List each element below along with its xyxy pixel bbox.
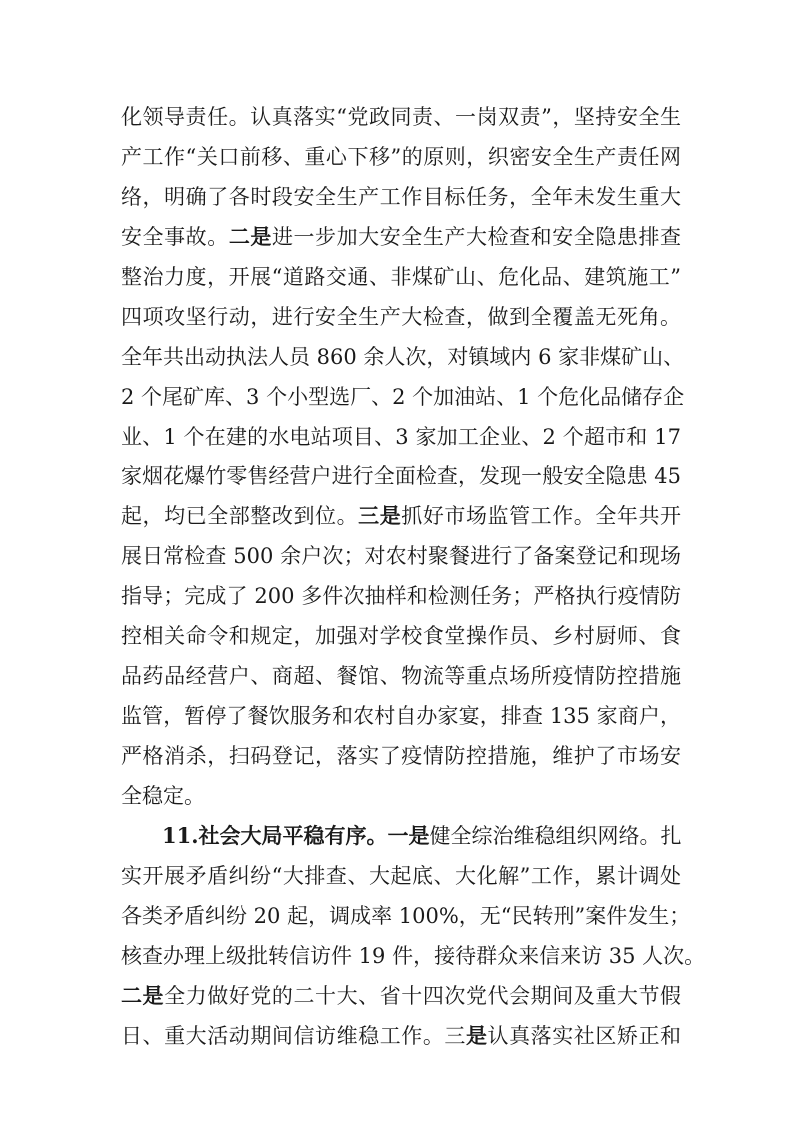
text-run: 全力做好党的二十大、省十四次党代会期间及重大节假 [164,984,682,1008]
text-run: 四项攻坚行动，进行安全生产大检查，做到全覆盖无死角。 [121,305,681,329]
text-line [121,576,681,616]
text-line [121,377,685,417]
text-run: 全年共出动执法人员 860 余人次，对镇域内 6 家非煤矿山、 [121,345,685,369]
bold-text: 二是 [228,224,272,249]
text-line [121,337,685,377]
text-run: 控相关命令和规定，加强对学校食堂操作员、乡村厨师、食 [121,624,681,648]
text-line [121,536,681,576]
text-run: 安全事故。 [121,225,229,249]
text-line [121,137,681,177]
text-line [121,496,681,536]
text-line [121,896,691,936]
text-line [121,257,681,297]
text-run: 化领导责任。认真落实“党政同责、一岗双责”，坚持安全生 [121,105,681,129]
text-run: 业、1 个在建的水电站项目、3 家加工企业、2 个超市和 17 [121,425,681,449]
text-line [121,456,681,496]
text-run: 起，均已全部整改到位。 [121,504,359,528]
text-run: 品药品经营户、商超、餐馆、物流等重点场所疫情防控措施 [121,664,681,688]
text-run: 认真落实社区矫正和 [487,1024,682,1048]
text-run: 络，明确了各时段安全生产工作目标任务，全年未发生重大 [121,185,681,209]
text-run: 产工作“关口前移、重心下移”的原则，织密安全生产责任网 [121,145,681,169]
text-line [121,616,681,656]
text-run: 实开展矛盾纠纷“大排查、大起底、大化解”工作，累计调处 [121,864,681,888]
text-line [121,776,681,816]
text-run: 各类矛盾纠纷 20 起，调成率 100%，无“民转刑”案件发生； [121,904,691,928]
text-line [121,297,681,337]
text-run: 进一步加大安全生产大检查和安全隐患排查 [271,225,682,249]
text-line [121,217,681,257]
text-run: 全稳定。 [121,784,205,808]
text-run: 整治力度，开展“道路交通、非煤矿山、危化品、建筑施工” [121,265,681,289]
bold-text: 三是 [358,503,402,528]
text-run: 核查办理上级批转信访件 19 件，接待群众来信来访 35 人次。 [121,944,706,968]
text-line [121,856,681,896]
text-run: 抓好市场监管工作。全年共开 [401,504,682,528]
bold-text: 11.社会大局平稳有序。 [162,823,388,848]
bold-text: 是 [465,1023,488,1048]
text-line [121,936,706,976]
paragraph-heading-line [162,816,681,856]
text-line [121,656,681,696]
bold-text: 二是 [121,983,165,1008]
text-line [121,1016,681,1056]
text-line [121,97,681,137]
bold-text: 一是 [387,823,430,848]
text-run: 展日常检查 500 余户次；对农村聚餐进行了备案登记和现场 [121,544,681,568]
text-line [121,696,681,736]
text-run: 家烟花爆竹零售经营户进行全面检查，发现一般安全隐患 45 [121,464,681,488]
text-run: 健全综治维稳组织网络。扎 [429,824,682,848]
text-line [121,417,681,457]
text-run: 日、重大活动期间信访维稳工作。三 [121,1024,466,1048]
text-line [121,976,681,1016]
text-run: 2 个尾矿库、3 个小型选厂、2 个加油站、1 个危化品储存企 [121,385,685,409]
text-line [121,736,681,776]
text-run: 严格消杀，扫码登记，落实了疫情防控措施，维护了市场安 [121,744,681,768]
text-run: 监管，暂停了餐饮服务和农村自办家宴，排查 135 家商户， [121,704,681,728]
text-line [121,177,681,217]
text-run: 指导；完成了 200 多件次抽样和检测任务；严格执行疫情防 [121,584,681,608]
